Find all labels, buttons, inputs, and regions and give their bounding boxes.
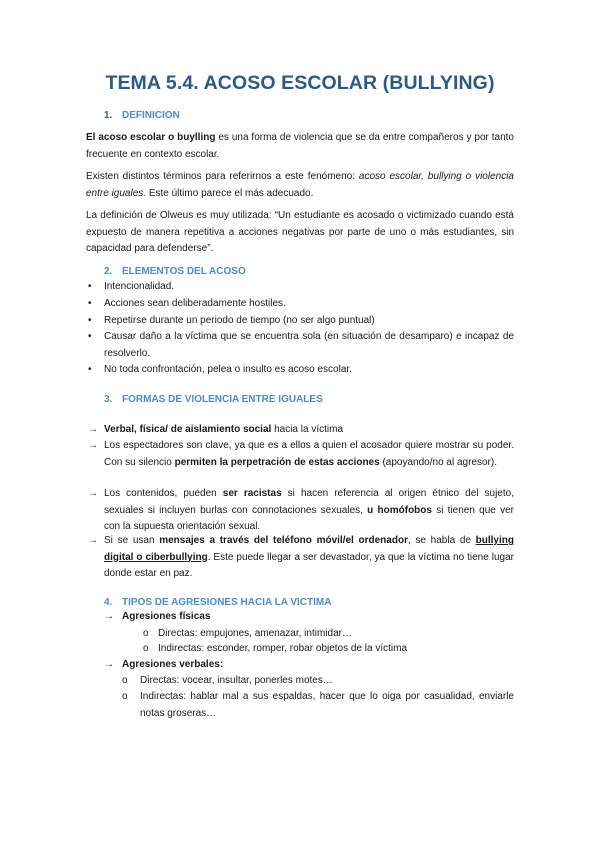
bullet-marker: • xyxy=(88,315,92,326)
list-item xyxy=(104,438,514,471)
definition-paragraph-3: La definición de Olweus es muy utilizada: “Un estudiante es acosado o victimizado cuando está expuesto de manera repetitiva a acciones negativas por parte de uno o más estudiantes, sin capacidad para defenderse”. xyxy=(86,210,514,254)
list-item: Directas: empujones, amenazar, intimidar… xyxy=(158,628,352,639)
italic-terms: acoso escolar, bullying o violencia entre iguales. xyxy=(86,171,514,199)
list-item: Acciones sean deliberadamente hostiles. xyxy=(104,298,286,309)
item-text: si hacen referencia al origen étnico del sujeto, sexuales si incluyen burlas con connotaciones sexuales, xyxy=(104,488,514,516)
section-title: ELEMENTOS DEL ACOSO xyxy=(122,266,246,277)
item-text: si tienen que ver con la supuesta orientación sexual. xyxy=(104,504,514,532)
bold-term: u homófobos xyxy=(367,504,432,516)
bold-term: Verbal, física/ de aislamiento social xyxy=(104,424,272,435)
item-text: Los espectadores son clave, ya que es a ellos a quien el acosador quiere mostrar su poder. Con su silencio xyxy=(104,440,514,468)
section-title: FORMAS DE VIOLENCIA ENTRE IGUALES xyxy=(122,394,323,405)
sublist-heading-fisicas: Agresiones físicas xyxy=(122,611,211,622)
bullet-marker: • xyxy=(88,364,92,375)
item-text: , se habla de xyxy=(407,535,476,546)
bold-term: ser racistas xyxy=(222,488,282,499)
section-heading-tipos xyxy=(104,597,331,608)
underlined-term: bullying digital o ciberbullying xyxy=(104,535,514,563)
circle-bullet-marker: o xyxy=(143,628,149,639)
section-number: 3. xyxy=(104,394,113,405)
arrow-icon: → xyxy=(88,440,98,451)
arrow-icon: → xyxy=(88,535,98,546)
bold-term: permiten la perpetración de estas acciones xyxy=(174,456,380,468)
section-number: 1. xyxy=(104,110,113,121)
section-heading-elementos xyxy=(104,266,246,277)
bullet-marker: • xyxy=(88,331,92,342)
item-text: Los contenidos, pueden xyxy=(104,488,223,499)
section-number: 4. xyxy=(104,597,113,608)
item-text: hacia la víctima xyxy=(271,424,344,435)
paragraph-text: es una forma de violencia que se da entre compañeros y por tanto frecuente en contexto escolar. xyxy=(86,132,514,160)
circle-bullet-marker: o xyxy=(122,675,128,686)
arrow-icon: → xyxy=(104,659,114,670)
list-item xyxy=(104,422,514,439)
list-item: Causar daño a la víctima que se encuentra sola (en situación de desamparo) e incapaz de resolverlo. xyxy=(104,331,514,359)
bullet-marker: • xyxy=(88,281,92,292)
section-title: TIPOS DE AGRESIONES HACIA LA VICTIMA xyxy=(122,597,332,608)
section-title: DEFINICION xyxy=(122,110,180,121)
sublist-heading-verbales: Agresiones verbales: xyxy=(122,659,224,670)
circle-bullet-marker: o xyxy=(143,643,149,654)
definition-paragraph-2 xyxy=(86,169,514,202)
item-text: Si se usan xyxy=(104,535,160,546)
arrow-icon: → xyxy=(88,488,98,499)
arrow-icon: → xyxy=(88,424,98,435)
definition-paragraph-1 xyxy=(86,130,514,163)
list-item: Indirectas: hablar mal a sus espaldas, hacer que lo oiga por casualidad, enviarle notas groseras… xyxy=(140,691,514,719)
list-item: No toda confrontación, pelea o insulto es acoso escolar. xyxy=(104,364,352,375)
list-item xyxy=(104,486,514,536)
section-heading-formas xyxy=(104,394,323,405)
list-item: Indirectas: esconder, romper, robar objetos de la víctima xyxy=(158,643,408,654)
list-item: Intencionalidad. xyxy=(104,281,175,292)
section-heading-definicion xyxy=(104,110,180,121)
paragraph-text: Este último parece el más adecuado. xyxy=(146,187,314,199)
item-text: . Este puede llegar a ser devastador, ya que la víctima no tiene lugar donde estar en paz. xyxy=(104,551,514,579)
list-item: Directas: vocear, insultar, ponerles motes… xyxy=(140,675,333,686)
arrow-icon: → xyxy=(104,611,114,622)
item-text: (apoyando/no al agresor). xyxy=(379,456,497,468)
bold-term: mensajes a través del teléfono móvil/el ordenador xyxy=(159,535,408,546)
circle-bullet-marker: o xyxy=(122,691,128,702)
bullet-marker: • xyxy=(88,298,92,309)
section-number: 2. xyxy=(104,266,113,277)
list-item xyxy=(104,533,514,583)
page-title: TEMA 5.4. ACOSO ESCOLAR (BULLYING) xyxy=(105,72,495,94)
paragraph-text: Existen distintos términos para referirnos a este fenómeno: xyxy=(86,171,359,182)
bold-term: El acoso escolar o buylling xyxy=(86,132,216,143)
list-item: Repetirse durante un periodo de tiempo (no ser algo puntual) xyxy=(104,315,375,326)
